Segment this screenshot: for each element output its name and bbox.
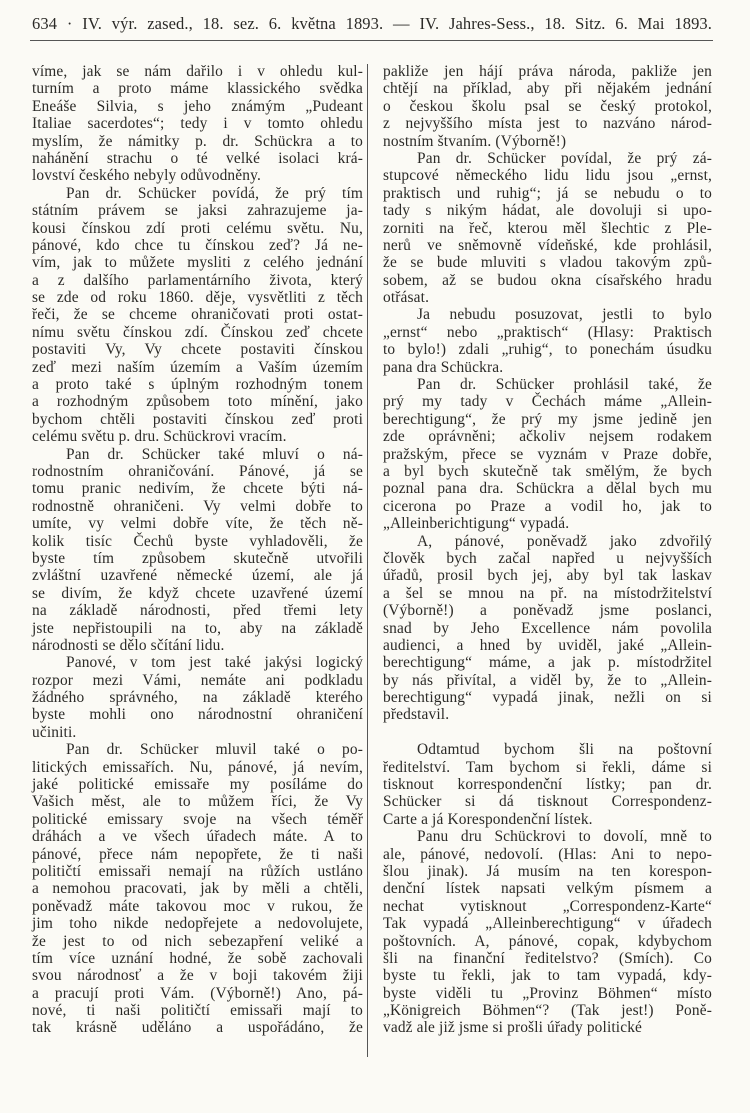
text-line: učiniti. xyxy=(32,723,77,741)
text-line: jaké politické emissaře my posíláme do xyxy=(32,776,363,794)
text-line: cicerona po Praze a vodil ho, jak to xyxy=(383,497,712,515)
text-line: jste nepřistoupili na to, aby na základě xyxy=(32,619,363,637)
text-line: Pan dr. Schücker povídá, že prý tím xyxy=(66,184,363,202)
paragraph xyxy=(32,185,363,446)
text-line: poněvadž máte takovou moc v rukou, že xyxy=(32,897,363,915)
text-line: rodnostním ohraničování. Pánové, já se xyxy=(32,462,363,480)
text-line: Eneáše Silvia, s jeho známým „Pudeant xyxy=(32,97,363,115)
paragraph xyxy=(383,306,712,376)
text-line: politické emissary svoje na všech téměř xyxy=(32,810,363,828)
text-line: pana dra Schückra. xyxy=(383,358,504,376)
text-line: na základě národnosti, před třemi lety xyxy=(32,602,363,620)
text-line: řeči, že se chceme ohraničovati proti ostat- xyxy=(32,306,363,324)
text-line: stupcové německého lidu lidu jsou „ernst, xyxy=(383,167,712,185)
text-line: národnosti se dělo sčítání lidu. xyxy=(32,636,225,654)
text-line: tak krásně uděláno a uspořádáno, že xyxy=(32,1019,363,1037)
text-line: vím, jak to můžete mysliti z celého jednání xyxy=(32,254,363,272)
text-line: myslím, že námitky p. dr. Schückra a to xyxy=(32,132,363,150)
text-line: tomu pranic nedivím, že chcete býti ná- xyxy=(32,480,363,498)
text-line: chtějí na příklad, aby při nějakém jednání xyxy=(383,80,712,98)
text-line: byste mohli ono národnostní ohraničení xyxy=(32,706,363,724)
text-line: zorniti na řeč, kterou měl šlechtic z Ple- xyxy=(383,219,712,237)
text-line: Pan dr. Schücker mluvil také o po- xyxy=(66,741,363,759)
text-line: nímu světu čínskou zdí. Čínskou zeď chcete xyxy=(32,323,363,341)
text-line: a nemohou pracovati, jak by měli a chtěli, xyxy=(32,880,363,898)
text-line: audienci, a hned by uviděl, jaké „Allein- xyxy=(383,636,712,654)
text-line: političtí emissaři nemají na růžích ustláno xyxy=(32,862,363,880)
text-line: víme, jak se nám dařilo i v ohledu kul- xyxy=(32,63,363,80)
text-line: Pan dr. Schücker povídal, že prý zá- xyxy=(417,149,712,167)
text-line: Vašich měst, ale to můžem říci, že Vy xyxy=(32,793,363,811)
text-line: nerů ve sněmovně vídeňské, kde prohlásil, xyxy=(383,236,712,254)
text-line: svou národnosť a že v boji takovém žiji xyxy=(32,967,363,985)
text-line: Schücker si dá tisknout Correspondenz- xyxy=(383,793,712,811)
text-line: vadž ale již jsme si prošli úřady politické xyxy=(383,1019,643,1037)
text-line: zeď mezi naším územím a Vaším územím xyxy=(32,358,363,376)
text-line: berechtigung“ vypadá jinak, nežli on si xyxy=(383,689,712,707)
text-line: postaviti Vy, Vy chcete postaviti čínskou xyxy=(32,341,363,359)
text-line: kousi čínskou zdí proti celému světu. Nu, xyxy=(32,219,363,237)
paragraph xyxy=(32,446,363,655)
text-line: Pan dr. Schücker prohlásil také, že xyxy=(417,376,712,394)
text-line: A, pánové, poněvadž jako zdvořilý xyxy=(417,532,712,550)
text-line: rodnostně ohraničeni. Vy velmi dobře to xyxy=(32,497,363,515)
text-line: a z dalšího parlamentárního života, který xyxy=(32,271,363,289)
text-line: prý my tady v Čechách máme „Allein- xyxy=(383,393,712,411)
text-line: žádného správného, na základě kterého xyxy=(32,689,363,707)
text-line: umíte, vy velmi dobře víte, že těch ně- xyxy=(32,515,363,533)
text-line: že se bude mluviti s vladou takovým způ- xyxy=(383,254,712,272)
text-line: že jest to od nich sebezapření veliké a xyxy=(32,932,363,950)
text-line: bychom chtěli postaviti čínskou zeď proti xyxy=(32,410,363,428)
text-line: „ernst“ nebo „praktisch“ (Hlasy: Praktisch xyxy=(383,323,712,341)
text-line: nové, ti naši političtí emissaři mají to xyxy=(32,1002,363,1020)
text-line: Ja nebudu posuzovat, jestli to bylo xyxy=(417,306,712,324)
text-line: turním a proto máme klassického svědka xyxy=(32,80,363,98)
running-header: 634 · IV. výr. zased., 18. sez. 6. května 1893. — IV. Jahres-Sess., 18. Sitz. 6. Mai 1893. xyxy=(32,14,712,33)
text-line: nostním štvaním. (Výborně!) xyxy=(383,132,567,150)
text-line: dráhách a ve všech úřadech máte. A to xyxy=(32,828,363,846)
text-line: Tak vypadá „Alleinberechtigung“ v úřadech xyxy=(383,915,712,933)
text-line: byste viděli tu „Provinz Böhmen“ místo xyxy=(383,984,712,1002)
text-line: byste tím způsobem skutečně utvořili xyxy=(32,549,363,567)
text-line: nahánění strachu o té velké isolaci krá- xyxy=(32,149,363,167)
text-line: poštovních. A, pánové, copak, kdybychom xyxy=(383,932,712,950)
paragraph xyxy=(32,63,363,185)
text-line: a rozhodným způsobem toto mínění, jako xyxy=(32,393,363,411)
text-line: nechat vytisknout „Correspondenz-Karte“ xyxy=(383,897,712,915)
text-line: denční lístek napsati velkým písmem a xyxy=(383,880,712,898)
text-line: lovství českého nebyly odůvodněny. xyxy=(32,167,261,185)
text-line: litických emissařích. Nu, pánové, já nevím, xyxy=(32,758,363,776)
text-line: šli na finanční ředitelstvo? (Smích). Co xyxy=(383,949,712,967)
text-line: se zde od roku 1860. děje, vysvětliti z těch xyxy=(32,289,363,307)
text-line: praktisch und ruhig“; já se nebudu o to xyxy=(383,184,712,202)
text-line: a pracují proti Vám. (Výborně!) Ano, pá- xyxy=(32,984,363,1002)
text-line: Odtamtud bychom šli na poštovní xyxy=(417,741,712,759)
text-line: tím více uznání hodné, že sobě zachovali xyxy=(32,949,363,967)
text-line: zde oprávněni; ačkoliv nejsem rodakem xyxy=(383,428,712,446)
right-column xyxy=(383,63,712,1037)
text-line: Carte a já Korespondenční lístek. xyxy=(383,810,593,828)
text-line: kolik tisíc Čechů byste vyhladověli, že xyxy=(32,532,363,550)
paragraph xyxy=(383,150,712,307)
paragraph xyxy=(383,741,712,828)
text-line: a byl bych skutečně tak smělým, že bych xyxy=(383,462,712,480)
text-line: pánové, přece nám nepopřete, že ti naši xyxy=(32,845,363,863)
text-line: sobem, až se budou okna císařského hradu xyxy=(383,271,712,289)
text-line: o českou školu psal se český protokol, xyxy=(383,97,712,115)
text-line: byste tu řekli, jak to tam vypadá, kdy- xyxy=(383,967,712,985)
text-line: snad by Jeho Excellence nám povolila xyxy=(383,619,712,637)
left-column xyxy=(32,63,363,1037)
text-line: to bylo!) zdali „ruhig“, to ponechám úsudku xyxy=(383,341,712,359)
text-line: šlou jinak). Já musím na ten korespon- xyxy=(383,862,712,880)
text-line: berechtigung“ máme, a jak p. místodržitel xyxy=(383,654,712,672)
text-line: jim toho nikde nedopřejete a nedovolujete, xyxy=(32,915,363,933)
text-line: Pan dr. Schücker také mluví o ná- xyxy=(66,445,363,463)
text-line: poznal pana dra. Schückra a dělal bych mu xyxy=(383,480,712,498)
text-line: rozpor mezi Vámi, nemáte ani podkladu xyxy=(32,671,363,689)
text-line: a proto také s úplným rozhodným tonem xyxy=(32,376,363,394)
paragraph xyxy=(32,741,363,1037)
paragraph xyxy=(383,828,712,1037)
text-line: „Königreich Böhmen“? (Tak jest!) Poně- xyxy=(383,1002,712,1020)
column-divider xyxy=(367,64,368,1057)
text-line: ale, pánové, nedovolí. (Hlas: Ani to nepo- xyxy=(383,845,712,863)
paragraph xyxy=(32,654,363,741)
text-line: otřásat. xyxy=(383,289,430,307)
paragraph xyxy=(383,533,712,724)
text-line: úřadů, prosil bych jej, aby byl tak laskav xyxy=(383,567,712,585)
text-line: ředitelství. Tam bychom si řekli, dáme si xyxy=(383,758,712,776)
paragraph xyxy=(383,376,712,533)
paragraph xyxy=(383,63,712,150)
text-line: „Alleinberichtigung“ vypadá. xyxy=(383,515,570,533)
text-line: zvláštní uzavřené německé území, ale já xyxy=(32,567,363,585)
text-line: celému světu p. dru. Schückrovi vracím. xyxy=(32,428,287,446)
text-line: (Výborně!) a poněvadž jsme poslanci, xyxy=(383,602,712,620)
text-line: Panu dru Schückrovi to dovolí, mně to xyxy=(417,828,712,846)
text-line: pánové, kdo chce tu čínskou zeď? Já ne- xyxy=(32,236,363,254)
text-line: berechtigung“, že prý my jsme jedině jen xyxy=(383,410,712,428)
text-line: z nejvyššího místa jest to nazváno národ- xyxy=(383,115,712,133)
text-line: Panové, v tom jest také jakýsi logický xyxy=(66,654,363,672)
text-line: pražským, přece se vyznám v Praze dobře, xyxy=(383,445,712,463)
text-line: by nás přivítal, a viděl by, že to „Allein- xyxy=(383,671,712,689)
text-line: tisknout korrespondenční lístky; pan dr. xyxy=(383,776,712,794)
text-line: a šel se mnou na př. na místodržitelství xyxy=(383,584,712,602)
text-line: státním právem se jaksi zahrazujeme ja- xyxy=(32,202,363,220)
text-line: představil. xyxy=(383,706,450,724)
text-line: člověk bych začal napřed u nejvyšších xyxy=(383,549,712,567)
text-line: Italiae sacerdotes“; tedy i v tomto ohledu xyxy=(32,115,363,133)
header-rule xyxy=(30,40,713,41)
text-line: pakliže jen hájí práva národa, pakliže jen xyxy=(383,63,712,80)
text-line: tady s nikým hádat, ale dovoluji si upo- xyxy=(383,202,712,220)
text-line: se divím, že když chcete uzavřené území xyxy=(32,584,363,602)
